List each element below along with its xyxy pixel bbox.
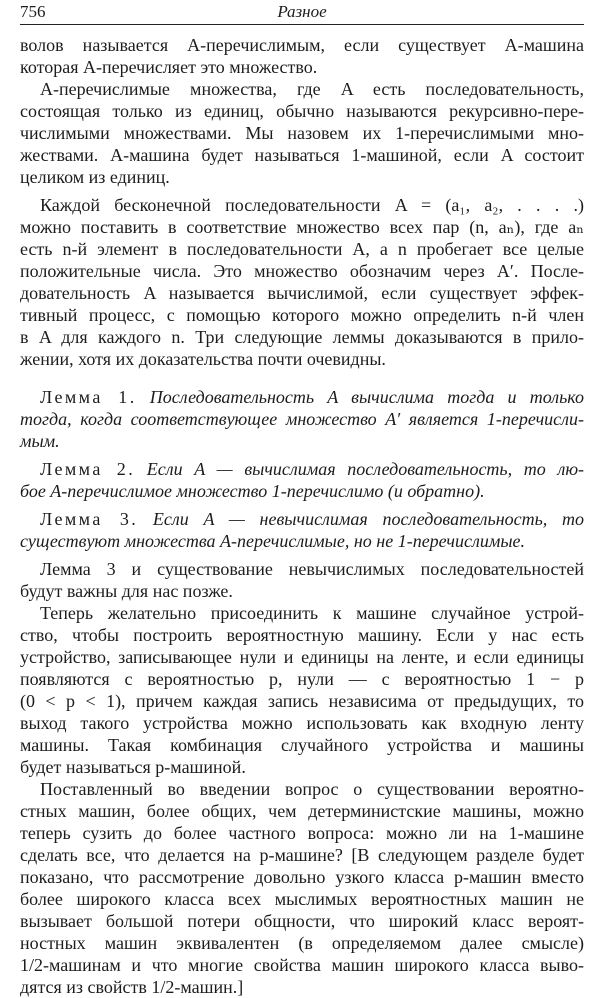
text-line: есть n-й элемент в последовательности A, а n пробегает все целые <box>20 239 584 259</box>
page-header <box>20 0 584 25</box>
text-line: числимыми множествами. Мы назовем их 1-перечислимыми мно- <box>20 123 584 143</box>
lemma-text: Последовательность A вычислима тогда и только <box>149 387 585 407</box>
lemma-text: мым. <box>20 431 60 451</box>
text-line: Поставленный во введении вопрос о существовании вероятно- <box>40 779 584 799</box>
lemma-text: бое A-перечислимое множество 1-перечислимо (и обратно). <box>20 481 485 501</box>
paragraph-4 <box>20 558 584 602</box>
text-line: машины. Такая комбинация случайного устройства и машины <box>20 735 584 755</box>
paragraph-1 <box>20 34 584 78</box>
lemma-label: Лемма 2. <box>40 459 136 479</box>
text-line: показано, что рассмотрение довольно узкого класса p-машин вместо <box>20 867 584 887</box>
page-body <box>20 34 584 998</box>
text-line: Каждой бесконечной последовательности A = (a₁, a₂, . . . .) <box>40 195 584 215</box>
lemma-3 <box>20 508 584 552</box>
text-line: которая A-перечисляет это множество. <box>20 57 318 77</box>
text-line: довательность A называется вычислимой, если существует эффек- <box>20 283 584 303</box>
text-line: жествами. A-машина будет называться 1-машиной, если A состоит <box>20 145 584 165</box>
lemma-text: Если A — вычислимая последовательность, то лю- <box>146 459 585 479</box>
text-line: теперь сузить до более частного вопроса: можно ли на 1-машине <box>20 823 584 843</box>
text-line: появляются с вероятностью p, нули — с вероятностью 1 − p <box>20 669 584 689</box>
text-line: Теперь желательно присоединить к машине случайное устрой- <box>40 603 584 623</box>
text-line: дятся из свойств 1/2-машин.] <box>20 977 244 997</box>
text-line: тивный процесс, с помощью которого можно определить n-й член <box>20 305 584 325</box>
paragraph-2 <box>20 78 584 188</box>
lemma-label: Лемма 3. <box>40 509 139 529</box>
text-line: 1/2-машинам и что многие свойства машин широкого класса выво- <box>20 955 584 975</box>
text-line: жении, хотя их доказательства почти очевидны. <box>20 349 386 369</box>
text-line: можно поставить в соответствие множество всех пар (n, aₙ), где aₙ <box>20 217 584 237</box>
text-line: в A для каждого n. Три следующие леммы доказываются в прило- <box>20 327 584 347</box>
text-line: устройство, записывающее нули и единицы на ленте, и если единицы <box>20 647 584 667</box>
text-line: сделать все, что делается на p-машине? [В следующем разделе будет <box>20 845 584 865</box>
lemma-text: существуют множества A-перечислимые, но не 1-перечислимые. <box>20 531 526 551</box>
lemma-text: Если A — невычислимая последовательность, то <box>152 509 585 529</box>
page-number: 756 <box>20 2 46 21</box>
text-line: стных машин, более общих, чем детерминистские машины, можно <box>20 801 584 821</box>
text-line: будут важны для нас позже. <box>20 581 233 601</box>
paragraph-6 <box>20 778 584 998</box>
text-line: будет называться p-машиной. <box>20 757 246 777</box>
text-line: более широкого класса всех мыслимых вероятностных машин не <box>20 889 584 909</box>
text-line: A-перечислимые множества, где A есть последовательность, <box>40 79 584 99</box>
text-line: вызывает большой потери общности, что широкий класс вероят- <box>20 911 584 931</box>
paragraph-3 <box>20 194 584 370</box>
text-line: выход такого устройства можно использовать как входную ленту <box>20 713 584 733</box>
text-line: ство, чтобы построить вероятностную машину. Если у нас есть <box>20 625 584 645</box>
text-line: положительные числа. Это множество обозначим через A′. После- <box>20 261 584 281</box>
lemma-text: тогда, когда соответствующее множество A′ является 1-перечисли- <box>20 409 584 429</box>
text-line: целиком из единиц. <box>20 167 170 187</box>
lemma-1 <box>20 386 584 452</box>
text-line: ностных машин эквивалентен (в определяемом далее смысле) <box>20 933 584 953</box>
lemma-2 <box>20 458 584 502</box>
running-head: Разное <box>277 2 327 21</box>
lemma-label: Лемма 1. <box>40 387 137 407</box>
paragraph-5 <box>20 602 584 778</box>
text-line: состоящая только из единиц, обычно называются рекурсивно-пере- <box>20 101 584 121</box>
text-line: (0 < p < 1), причем каждая запись независима от предыдущих, то <box>20 691 584 711</box>
text-line: волов называется A-перечислимым, если существует A-машина <box>20 35 584 55</box>
text-line: Лемма 3 и существование невычислимых последовательностей <box>40 559 584 579</box>
